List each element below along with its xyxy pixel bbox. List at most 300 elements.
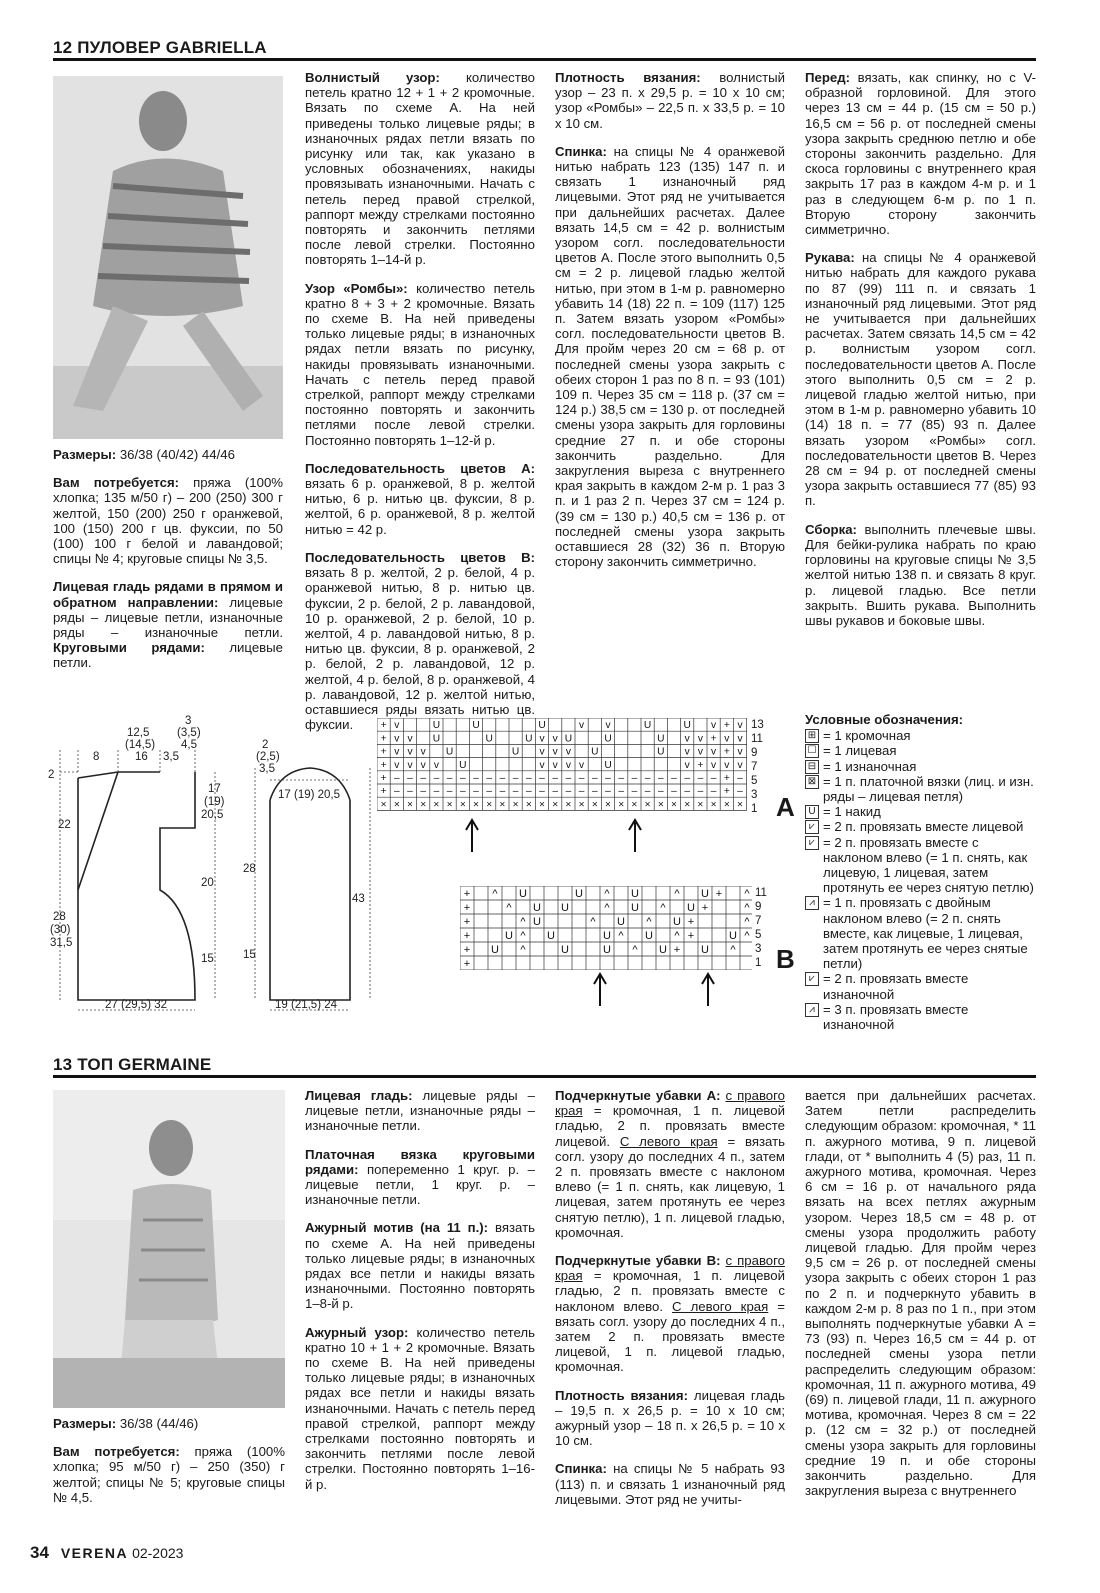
- double-decrease-icon: ⩘: [805, 896, 819, 910]
- stitch-symbol: U: [538, 720, 546, 732]
- stitch-symbol: –: [657, 786, 664, 798]
- dim-2: 2: [48, 769, 55, 781]
- stitch-symbol: +: [463, 930, 471, 942]
- stitch-symbol: ×: [512, 799, 519, 811]
- stitch-symbol: ×: [605, 799, 611, 811]
- stitch-symbol: +: [723, 773, 730, 784]
- stitch-symbol: v: [737, 733, 743, 745]
- dim-31-5: 31,5: [50, 937, 73, 949]
- dim-28: 28: [53, 911, 66, 923]
- stitch-symbol: U: [657, 733, 665, 745]
- stitch-symbol: U: [459, 759, 467, 771]
- dim-sleeve-2-5: (2,5): [256, 751, 280, 763]
- top-photo-illustration: [53, 1090, 285, 1408]
- garter13-text: попеременно 1 круг. р. – лицевые петли, 1 круг. р. – изнаночные петли.: [305, 1161, 535, 1208]
- lace13-label: Ажурный узор:: [305, 1324, 409, 1340]
- stitch-symbol: U: [701, 888, 709, 900]
- stitch-symbol: ×: [539, 799, 545, 811]
- stitch-symbol: +: [463, 902, 471, 914]
- stitch-symbol: ^: [674, 888, 680, 900]
- pullover-photo: [53, 76, 283, 439]
- stitch-symbol: –: [578, 773, 585, 784]
- stitch-symbol: ^: [590, 916, 596, 928]
- pattern13-col1: [53, 1416, 285, 1518]
- stitch-symbol: ^: [674, 930, 680, 942]
- stitch-symbol: –: [486, 773, 493, 784]
- chart-b-row: 11: [755, 887, 767, 899]
- stitch-symbol: ×: [459, 799, 466, 811]
- need-text: пряжа (100% хлопка; 135 м/50 г) – 200 (250) 300 г желтой, 150 (200) 250 г оранжевой, 100 (150) 200 г цв. фуксии, по 50 (100) 100 г белой и лавандовой; спицы № 4; круговые спицы № 3,5.: [53, 475, 284, 567]
- pattern13-rule: [53, 1075, 1036, 1078]
- dim-3-5: 3,5: [163, 751, 179, 763]
- stitch-symbol: ×: [380, 799, 387, 811]
- stitch-symbol: –: [644, 786, 651, 798]
- wavy-label: Волнистый узор:: [305, 70, 440, 85]
- stitch-symbol: –: [737, 786, 743, 798]
- decB-text1: = кромочная, 1 п. лицевой гладью, 2 п. провязать вместе с наклоном влево.: [555, 1268, 785, 1314]
- stitch-symbol: v: [711, 759, 717, 771]
- dim-16: 16: [135, 751, 148, 763]
- stitch-symbol: ^: [520, 944, 526, 956]
- stitch-symbol: –: [446, 773, 453, 784]
- symbols-legend: [805, 712, 1036, 1032]
- chart-b: [460, 886, 752, 970]
- stitch-symbol: –: [565, 786, 572, 798]
- chart-a-row-numbers: [751, 718, 771, 816]
- pattern12-rule: [53, 58, 1036, 61]
- dim-sleeve-15: 15: [243, 949, 256, 961]
- stitch-symbol: U: [533, 902, 541, 914]
- legend-item: ⩘ = 1 п. провязать с двойным наклоном влево (= 2 п. снять вместе, как лицевые, 1 лицевая, затем протянуть ее через снятые петли): [805, 895, 1036, 971]
- stitch-symbol: –: [512, 786, 519, 798]
- stitch-symbol: U: [603, 930, 611, 942]
- stock13-text: лицевые ряды – лицевые петли, изнаночные ряды – изнаночные петли.: [305, 1088, 535, 1134]
- stitch-symbol: v: [579, 720, 585, 732]
- stitch-symbol: ^: [646, 916, 652, 928]
- page-number: 34: [30, 1543, 49, 1562]
- stitch-symbol: v: [539, 759, 545, 771]
- stitch-symbol: –: [697, 773, 704, 784]
- stitch-symbol: –: [499, 773, 506, 784]
- stitch-symbol: ×: [737, 799, 743, 811]
- gauge13-text: лицевая гладь – 19,5 п. х 26,5 р. = 10 х 10 см; ажурный узор – 18 п. х 26,5 р. = 10 х 10 см.: [555, 1387, 786, 1449]
- stitch-symbol: ×: [578, 799, 585, 811]
- stitch-symbol: v: [420, 759, 426, 771]
- stitch-symbol: ×: [565, 799, 572, 811]
- stitch-symbol: ^: [506, 902, 512, 914]
- decA-text1: = кромочная, 1 п. лицевой гладью, 2 п. провязать вместе лицевой.: [555, 1103, 785, 1149]
- chart-b-row: 7: [755, 915, 762, 927]
- stitch-symbol: ×: [525, 799, 532, 811]
- stitch-symbol: –: [539, 786, 545, 798]
- stitch-symbol: –: [591, 773, 598, 784]
- stitch-symbol: +: [463, 958, 471, 970]
- stitch-symbol: ^: [492, 888, 498, 900]
- stitch-symbol: U: [604, 759, 612, 771]
- stitch-symbol: ×: [710, 799, 717, 811]
- stitch-symbol: v: [565, 759, 571, 771]
- stitch-symbol: ^: [744, 930, 750, 942]
- back-label: Спинка:: [555, 143, 607, 159]
- stitch-symbol: ^: [520, 930, 526, 942]
- stitch-symbol: U: [591, 746, 599, 758]
- stitch-symbol: v: [565, 746, 571, 758]
- gauge13-label: Плотность вязания:: [555, 1387, 688, 1403]
- legend-title: Условные обозначения:: [805, 712, 964, 727]
- stitch-symbol: ^: [632, 944, 638, 956]
- stitch-symbol: U: [673, 916, 681, 928]
- stitch-symbol: v: [579, 759, 585, 771]
- stitch-symbol: U: [445, 746, 454, 758]
- legend-item: ⩗ = 2 п. провязать вместе с наклоном влево (= 1 п. снять, как лицевую, 1 лицевая, затем протянуть ее через снятую петлю): [805, 835, 1036, 896]
- stitch-symbol: ×: [618, 799, 625, 811]
- legend-item: ⩗ = 2 п. провязать вместе изнаночной: [805, 971, 1036, 1001]
- assembly-label: Сборка:: [805, 521, 857, 537]
- legend-item: ☐ = 1 лицевая: [805, 743, 1036, 758]
- stitch-symbol: v: [724, 733, 730, 745]
- sleeves-text: на спицы № 4 оранжевой нитью набрать для каждого рукава по 87 (99) 111 п. и связать 1 изнаночный ряд лицевыми. Этот ряд не учитывается при дальнейших расчетах. Затем связать 14,5 см = 42 р. волнистым узором согл. последовательности цветов А. После этого выполнить 0,5 см = 2 р. лицевой гладью желтой нитью, при этом в 1-м р. равномерно убавить 10 (14) 18 п. = 77 (85) 93 п. Далее вязать узором «Ромбы» согл. последовательности цветов В. Через 28 см = 94 р. от последней смены узора закрыть оставшиеся 77 (85) 93 п.: [805, 250, 1036, 509]
- motif13-label: Ажурный мотив (на 11 п.):: [305, 1220, 489, 1236]
- stitch-symbol: U: [617, 916, 625, 928]
- circular-label: Круговыми рядами:: [53, 640, 205, 656]
- stitch-symbol: –: [684, 786, 691, 798]
- stitch-symbol: +: [723, 746, 730, 758]
- stitch-symbol: U: [485, 733, 493, 745]
- dim-20: 20: [201, 877, 214, 889]
- dim-15: 15: [201, 953, 214, 965]
- stitch-symbol: –: [433, 786, 440, 798]
- stitch-symbol: v: [552, 746, 558, 758]
- dim-sleeve-width: 19 (21,5) 24: [275, 999, 338, 1011]
- stitch-symbol: U: [729, 930, 737, 942]
- dim-sleeve-28: 28: [243, 863, 256, 875]
- stitch-symbol: –: [393, 786, 400, 798]
- garter13-label: Платочная вязка круговыми рядами:: [305, 1146, 535, 1177]
- magazine-name: VERENA: [60, 1545, 129, 1561]
- stitch-symbol: –: [710, 773, 717, 784]
- decA-left: С левого края: [619, 1133, 718, 1149]
- stitch-symbol: ×: [407, 799, 413, 811]
- stitch-symbol: ×: [393, 799, 400, 811]
- stitch-symbol: U: [432, 733, 441, 745]
- dim-body-width: 27 (29,5) 32: [105, 999, 168, 1011]
- stitch-symbol: –: [473, 773, 479, 784]
- stitch-symbol: U: [511, 746, 520, 758]
- stitch-symbol: ^: [660, 902, 666, 914]
- stitch-symbol: –: [710, 786, 717, 798]
- chart-b-left-arrow-icon: [702, 974, 714, 1006]
- sizes-text: 36/38 (40/42) 44/46: [116, 447, 235, 462]
- issue-number: 02-2023: [132, 1545, 184, 1561]
- chart-b-label: B: [776, 944, 795, 974]
- stitch-symbol: –: [644, 773, 651, 784]
- decB-text2: = вязать согл. узору до последних 4 п., затем 2 п. провязать вместе лицевой, 1 п. лицевой гладью, кромочная.: [555, 1298, 785, 1375]
- stitch-symbol: ×: [631, 799, 638, 811]
- chart-a-right-arrow-icon: [466, 820, 478, 852]
- stitch-symbol: –: [486, 786, 493, 798]
- legend-item: U = 1 накид: [805, 804, 1036, 819]
- legend-item: ⊟ = 1 изнаночная: [805, 759, 1036, 774]
- stitch-symbol: ×: [697, 799, 704, 811]
- stitch-symbol: ^: [604, 902, 610, 914]
- stitch-symbol: ×: [552, 799, 559, 811]
- stitch-symbol: ×: [684, 799, 691, 811]
- decB-right: с правого края: [555, 1253, 785, 1284]
- dim-sleeve-2: 2: [262, 739, 269, 751]
- stitch-symbol: ×: [486, 799, 493, 811]
- chart-a-label: A: [776, 792, 795, 822]
- seqB-label: Последовательность цветов В:: [305, 549, 535, 565]
- stitch-symbol: U: [683, 720, 691, 732]
- stitch-symbol: –: [473, 786, 479, 798]
- need-label: Вам потребуется:: [53, 475, 180, 491]
- assembly-text: выполнить плечевые швы. Для бейки-рулика набрать по краю горловины на круговые спицы № 3,5 желтой нитью 138 п. и связать 8 круг. р. лицевой гладью. Все петли закрыть. Вшить рукава. Выполнить швы рукавов и боковые швы.: [805, 521, 1036, 628]
- stitch-symbol: ^: [744, 902, 750, 914]
- chart-a-row: 1: [751, 803, 758, 815]
- stitch-symbol: U: [547, 930, 555, 942]
- stitch-symbol: –: [578, 786, 585, 798]
- stitch-symbol: U: [491, 944, 499, 956]
- dim-30: (30): [50, 924, 71, 936]
- stitch-symbol: –: [618, 786, 625, 798]
- stitch-symbol: ×: [499, 799, 506, 811]
- gauge-text: волнистый узор – 23 п. х 29,5 р. = 10 х 10 см; узор «Ромбы» – 22,5 п. х 33,5 р. = 10 х 10 см.: [555, 70, 786, 131]
- need13-label: Вам потребуется:: [53, 1444, 180, 1460]
- stitch-symbol: U: [575, 888, 583, 900]
- stitch-symbol: –: [407, 786, 413, 798]
- stitch-symbol: –: [618, 773, 625, 784]
- seqA-text: вязать 6 р. оранжевой, 8 р. желтой нитью, 6 р. нитью цв. фуксии, 8 р. желтой, 6 р. оранжевой, 8 р. желтой нитью = 42 р.: [305, 476, 535, 537]
- seqB-text: вязать 8 р. желтой, 2 р. белой, 4 р. оранжевой нитью, 8 р. нитью цв. фуксии, 2 р. белой, 2 р. лавандовой, 10 р. оранжевой, 2 р. белой, 10 р. желтой, 4 р. лавандовой нитью, 8 р. нитью цв. фуксии, 8 р. оранжевой, 2 р. белой, 2 р. лавандовой, 12 р. желтой, 4 р. белой, 8 р. оранжевой, 4 р. лавандовой, 12 р. желтой нитью, оставшиеся ряды вязать нитью цв. фуксии.: [305, 565, 535, 733]
- stitch-symbol: –: [631, 786, 638, 798]
- stitch-symbol: U: [687, 902, 695, 914]
- rhombs-text: количество петель кратно 8 + 3 + 2 кромочные. Вязать по схеме В. На ней приведены только лицевые ряды; в изнаночных рядах петли вязать по рисунку, накиды провязывать изнаночными. Начать с петель перед правой стрелкой, раппорт между стрелками постоянно повторять и закончить петлями после левой стрелки. Постоянно повторять 1–12-й р.: [305, 280, 535, 448]
- stitch-symbol: U: [564, 733, 573, 745]
- stitch-symbol: U: [657, 746, 665, 758]
- page-footer: [30, 1543, 183, 1563]
- stitch-symbol: –: [671, 773, 677, 784]
- decA-right: с правого края: [555, 1088, 785, 1119]
- stitch-symbol: ^: [520, 916, 526, 928]
- stitch-symbol: v: [697, 733, 703, 745]
- decB-left: С левого края: [672, 1298, 769, 1314]
- stitch-symbol: ×: [446, 799, 453, 811]
- stitch-symbol: ^: [618, 930, 624, 942]
- legend-item: ⩘ = 3 п. провязать вместе изнаночной: [805, 1002, 1036, 1032]
- stitch-symbol: U: [643, 720, 652, 732]
- stitch-symbol: ×: [644, 799, 651, 811]
- chart-a-arrows: [460, 818, 650, 854]
- knit-icon: ☐: [805, 744, 819, 758]
- stitch-symbol: ×: [723, 799, 730, 811]
- sizes-label: Размеры:: [53, 447, 117, 462]
- stitch-symbol: +: [380, 733, 387, 745]
- k2tog-icon: ⩗: [805, 820, 819, 834]
- decA-text2: = вязать согл. узору до последних 4 п., затем 2 п. провязать вместе с наклоном влево (= 1 п. снять, как лицевую, 1 лицевая, затем протянуть ее через снятую петлю), 1 п. лицевой гладью, кромочная.: [555, 1133, 785, 1240]
- stitch-symbol: +: [687, 916, 695, 928]
- stitch-symbol: +: [687, 930, 695, 942]
- pattern12-col1: [53, 447, 283, 684]
- stitch-symbol: –: [512, 773, 519, 784]
- stockinette-text: лицевые ряды – лицевые петли, изнаночные ряды – изнаночные петли.: [53, 594, 283, 641]
- stitch-symbol: –: [420, 786, 427, 798]
- stitch-symbol: +: [715, 888, 723, 900]
- stitch-symbol: +: [710, 733, 717, 745]
- stitch-symbol: –: [657, 773, 664, 784]
- back13-continuation: вается при дальнейших расчетах. Затем петли распределить следующим образом: кромочная, * 11 п. ажурного мотива, 9 п. лицевой глади, от * выполнить 4 (5) раз, 11 п. ажурного мотива, кромочная. Через 6 см = 16 р. от начального ряда вязать на всех петлях ажурным узором. Через 18,5 см = 48 р. от смены узора продолжить работу лицевой гладью. Для пройм через 9,5 см = 26 р. от последней смены узора закрыть с обеих сторон 1 раз по 2 п. и подчеркнуто убавить в каждом 2-м р. 8 раз по 1 п., при этом выполнять подчеркнутые убавки А = 73 (93) п. Через 16,5 см = 44 р. от последней смены узора петли распределить следующим образом: кромочная, 11 п. ажурного мотива, 49 (69) п. лицевой глади, 11 п. ажурного мотива, кромочная. Через 8 см = 22 р. (12 см = 32 р.) от последней смены узора закрыть для горловины средние 19 п. и обе стороны закончить раздельно. Для закругления выреза с внутреннего: [805, 1088, 1036, 1499]
- stitch-symbol: v: [737, 759, 743, 771]
- chart-a-row: 3: [751, 789, 758, 801]
- stitch-symbol: v: [711, 746, 717, 758]
- dim-14-5: (14,5): [125, 739, 156, 751]
- pattern13-col3: [555, 1088, 785, 1520]
- stockinette-label: Лицевая гладь рядами в прямом и обратном направлении:: [53, 579, 283, 610]
- chart-a-row: 13: [751, 719, 764, 731]
- stitch-symbol: v: [539, 733, 545, 745]
- sleeve-outline: [270, 800, 350, 1000]
- stitch-symbol: –: [407, 773, 413, 784]
- stitch-symbol: –: [539, 773, 545, 784]
- stitch-symbol: v: [697, 746, 703, 758]
- pattern12-col4: [805, 70, 1036, 641]
- legend-item: ⩗ = 2 п. провязать вместе лицевой: [805, 819, 1036, 834]
- stitch-symbol: +: [380, 746, 387, 758]
- pattern13-col2: [305, 1088, 535, 1505]
- stitch-symbol: U: [505, 930, 513, 942]
- dim-22: 22: [58, 819, 71, 831]
- stitch-symbol: v: [433, 759, 439, 771]
- stitch-symbol: v: [539, 746, 545, 758]
- stitch-symbol: +: [673, 944, 681, 956]
- stitch-symbol: v: [552, 733, 558, 745]
- chart-a-grid: [377, 718, 747, 816]
- stitch-symbol: U: [432, 720, 441, 732]
- stitch-symbol: –: [393, 773, 400, 784]
- p3tog-icon: ⩘: [805, 1003, 819, 1017]
- stitch-symbol: –: [697, 786, 704, 798]
- chart-b-arrows: [590, 972, 720, 1008]
- stitch-symbol: ×: [433, 799, 440, 811]
- garter-icon: ⊠: [805, 775, 819, 789]
- stitch-symbol: U: [561, 944, 569, 956]
- stitch-symbol: –: [565, 773, 572, 784]
- stitch-symbol: –: [525, 786, 532, 798]
- p2tog-icon: ⩗: [805, 972, 819, 986]
- yarn-over-icon: U: [805, 805, 819, 819]
- dim-20-5: 20,5: [201, 809, 224, 821]
- stitch-symbol: –: [591, 786, 598, 798]
- rhombs-label: Узор «Ромбы»:: [305, 280, 408, 296]
- stitch-symbol: –: [684, 773, 691, 784]
- dim-17: 17: [208, 783, 221, 795]
- back13-label: Спинка:: [555, 1461, 607, 1477]
- back13-text: на спицы № 5 набрать 93 (113) п. и связать 1 изнаночный ряд лицевыми. Этот ряд не учиты-: [555, 1461, 785, 1507]
- chart-b-grid: [460, 886, 752, 970]
- stitch-symbol: v: [684, 759, 690, 771]
- stitch-symbol: v: [711, 720, 717, 732]
- stitch-symbol: ^: [744, 888, 750, 900]
- stitch-symbol: v: [407, 759, 413, 771]
- stitch-symbol: +: [380, 759, 387, 771]
- dim-8: 8: [93, 751, 100, 763]
- stitch-symbol: v: [684, 746, 690, 758]
- stitch-symbol: v: [684, 733, 690, 745]
- stitch-symbol: –: [737, 773, 743, 784]
- stitch-symbol: –: [605, 773, 611, 784]
- pattern12-col3: [555, 70, 785, 583]
- stitch-symbol: +: [380, 773, 387, 784]
- stitch-symbol: U: [659, 944, 667, 956]
- stitch-symbol: +: [463, 916, 471, 928]
- stitch-symbol: v: [737, 746, 743, 758]
- stitch-symbol: ×: [657, 799, 664, 811]
- stitch-symbol: –: [552, 773, 559, 784]
- stitch-symbol: v: [394, 746, 400, 758]
- chart-a-row: 11: [751, 733, 763, 745]
- stitch-symbol: +: [463, 888, 471, 900]
- chart-a-row: 7: [751, 761, 758, 773]
- stitch-symbol: v: [407, 733, 413, 745]
- wavy-text: количество петель кратно 12 + 1 + 2 кромочные. Вязать по схеме А. На ней приведены только лицевые ряды; в изнаночных рядах петли вязать по рисунку или так, как указано в условных обозначениях, накиды провязывать изнаночными. Начать с петель перед правой стрелкой, раппорт между стрелками постоянно повторять и закончить петлями после левой стрелки. Постоянно повторять 1–14-й р.: [305, 70, 536, 268]
- legend-item: ⊠ = 1 п. платочной вязки (лиц. и изн. ряды – лицевая петля): [805, 774, 1036, 804]
- stitch-symbol: U: [472, 720, 480, 732]
- need13-text: пряжа (100% хлопка; 95 м/50 г) – 250 (350) г желтой; спицы № 5; круговые спицы № 4,5.: [53, 1444, 285, 1505]
- chart-b-row: 3: [755, 943, 762, 955]
- dim-3: 3: [185, 715, 192, 727]
- seqA-label: Последовательность цветов А:: [305, 460, 535, 476]
- dim-19: (19): [204, 796, 225, 808]
- stitch-symbol: –: [499, 786, 506, 798]
- pattern13-title: 13 ТОП GERMAINE: [53, 1055, 212, 1074]
- gauge-label: Плотность вязания:: [555, 70, 701, 85]
- back-text: на спицы № 4 оранжевой нитью набрать 123 (135) 147 п. и связать 1 изнаночный ряд лицевыми. Этот ряд не учитывается при дальнейших расчетах. Далее вязать 14,5 см = 42 р. волнистым узором согл. последовательности цветов А. После этого выполнить 0,5 см = 2 р. лицевой гладью желтой нитью, при этом в 1-м р. равномерно убавить 14 (18) 22 п. = 109 (117) 125 п. Затем вязать узором «Ромбы» согл. последовательности цветов В. Для пройм через 20 см = 68 р. от последней смены узора закрыть с обеих сторон 1 раз по 8 п. = 93 (101) 109 п. Через 35 см = 118 р. (37 см = 124 р.) 38,5 см = 130 р. от последней смены узора закрыть для горловины средние 27 п. и обе стороны закончить раздельно. Для закругления выреза с внутреннего края закрыть в каждом 2-м р. 1 раз 3 п. и 1 раз 2 п. Через 37 см = 124 р. (39 см = 130 р.) 40,5 см = 136 р. от последней смены узора закрыть оставшиеся 28 (32) 36 п. Вторую сторону закончить симметрично.: [555, 143, 785, 570]
- stitch-symbol: +: [723, 720, 730, 732]
- stitch-symbol: +: [380, 720, 387, 732]
- stitch-symbol: –: [433, 773, 440, 784]
- stitch-symbol: –: [525, 773, 532, 784]
- dim-3-5-paren: (3,5): [177, 727, 201, 739]
- stitch-symbol: v: [724, 759, 730, 771]
- stitch-symbol: –: [671, 786, 677, 798]
- pattern12-col2: [305, 70, 535, 745]
- stitch-symbol: U: [603, 944, 611, 956]
- stitch-symbol: U: [631, 902, 639, 914]
- stock13-label: Лицевая гладь:: [305, 1088, 413, 1103]
- stitch-symbol: –: [459, 786, 466, 798]
- sizes13-text: 36/38 (44/46): [116, 1416, 199, 1431]
- decB-label: Подчеркнутые убавки В:: [555, 1253, 721, 1269]
- stitch-symbol: ^: [604, 888, 610, 900]
- garment-schematic: [40, 710, 380, 1020]
- sizes13-label: Размеры:: [53, 1416, 117, 1431]
- lace13-text: количество петель кратно 10 + 1 + 2 кромочные. Вязать по схеме В. На ней приведены только лицевые ряды; в изнаночных рядах все петли и накиды вязать изнаночными. Начать с петель перед правой стрелкой, раппорт между стрелками постоянно повторять и закончить петлями после левой стрелки. Постоянно повторять 1–16-й р.: [305, 1324, 535, 1492]
- stitch-symbol: v: [394, 720, 400, 732]
- chart-b-row-numbers: [755, 886, 775, 970]
- stitch-symbol: v: [420, 746, 426, 758]
- stitch-symbol: U: [645, 930, 653, 942]
- stitch-symbol: –: [605, 786, 611, 798]
- dim-sleeve-top-width: 17 (19) 20,5: [278, 789, 341, 801]
- stitch-symbol: U: [631, 888, 639, 900]
- dim-sleeve-43: 43: [352, 893, 365, 905]
- stitch-symbol: +: [463, 944, 471, 956]
- stitch-symbol: +: [723, 786, 730, 798]
- purl-icon: ⊟: [805, 760, 819, 774]
- stitch-symbol: +: [380, 786, 387, 798]
- stitch-symbol: –: [420, 773, 427, 784]
- stitch-symbol: v: [552, 759, 558, 771]
- ssk-icon: ⩗: [805, 836, 819, 850]
